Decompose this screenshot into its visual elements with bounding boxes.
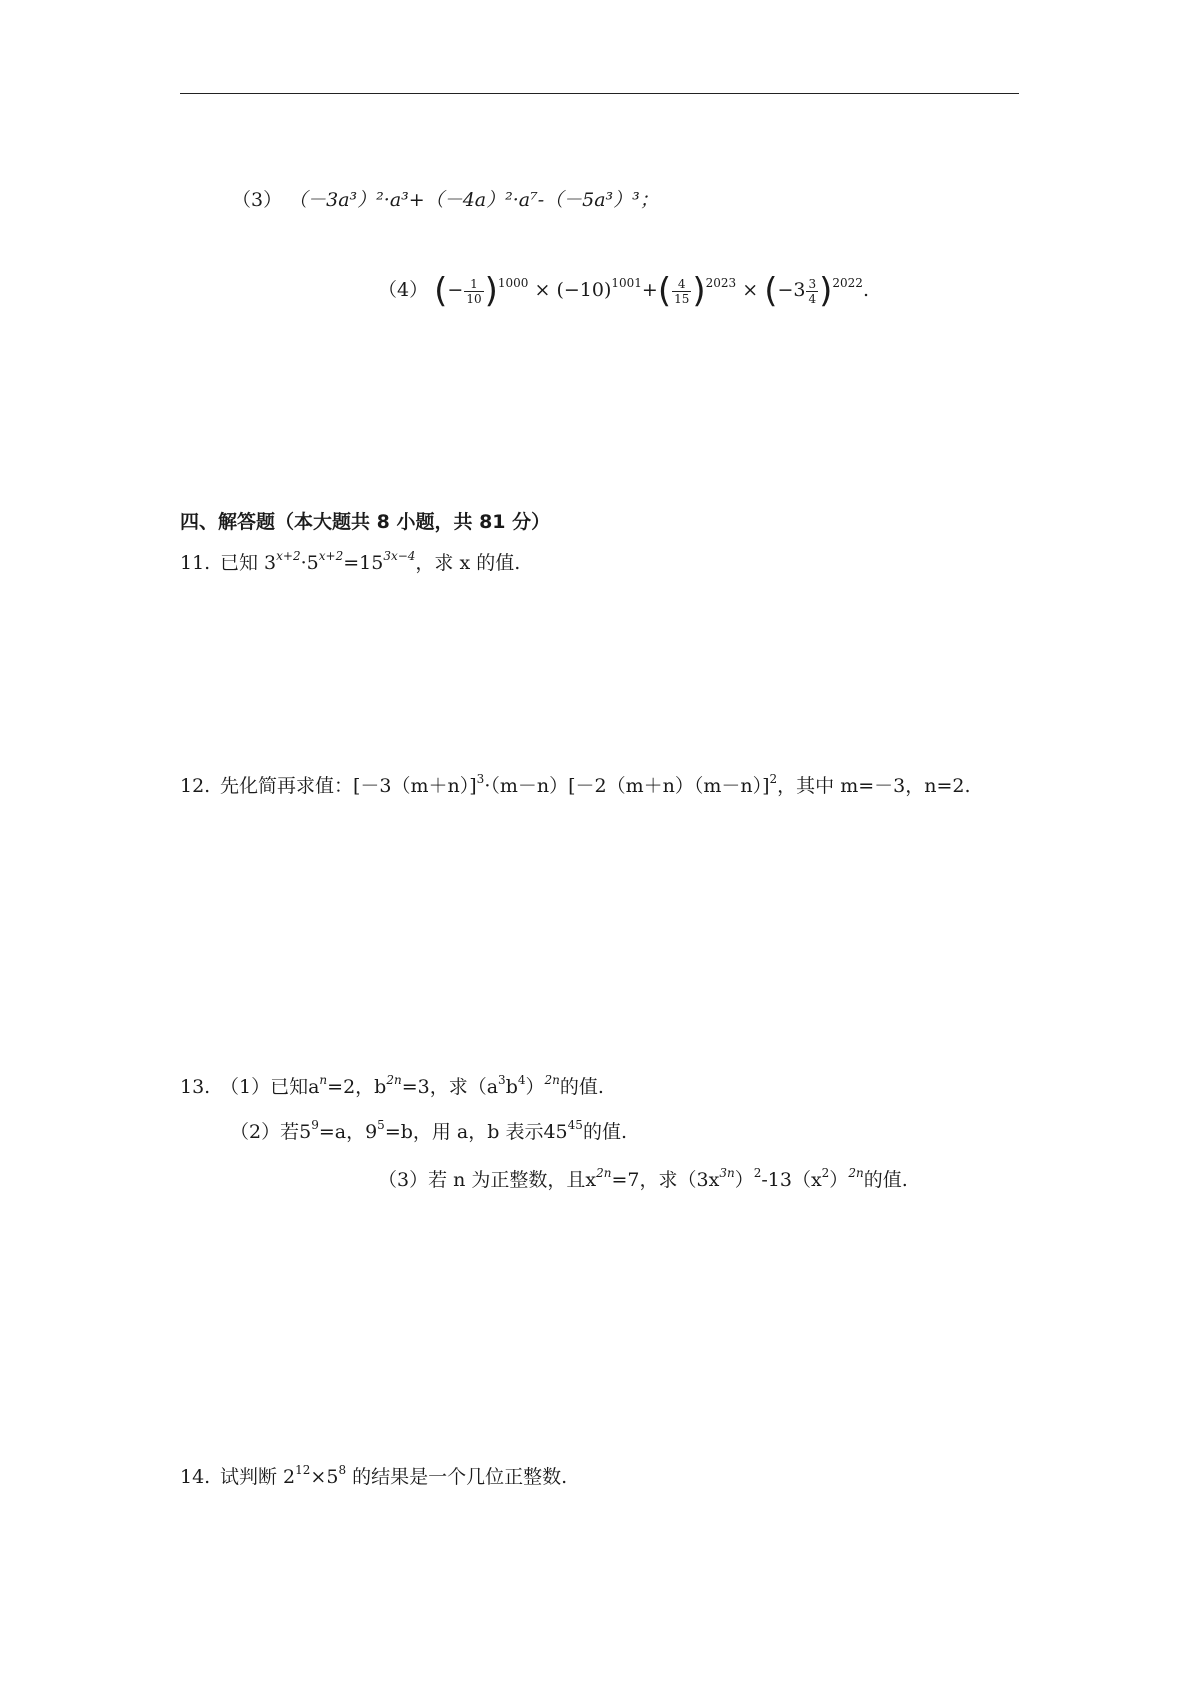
question-text: ·（m－n）[－2（m＋n）（m－n）] [484,775,770,797]
minus-sign: − [777,279,794,301]
question-text: =b，用 a，b 表示45 [384,1121,568,1143]
fraction-numerator: 4 [672,277,691,292]
question-13-part-3 [378,1166,908,1194]
item-3-expression: （－3a³）²·a³+（－4a）²·a⁷-（－5a³）³； [288,189,659,211]
question-text: -13（x [761,1169,822,1191]
exponent: 3x−4 [383,549,416,563]
question-text: 的值. [582,1121,627,1143]
question-12 [180,772,971,800]
question-text: =a，9 [318,1121,378,1143]
exponent: n [319,1073,328,1087]
exponent: x+2 [318,549,344,563]
question-text: ·5 [300,552,319,574]
fraction-numerator: 3 [808,276,817,291]
exponent: 3 [476,772,485,786]
fraction-4-15 [672,277,691,306]
question-text: ×5 [310,1466,339,1488]
item-4-label: （4） [378,279,429,301]
exponent: 2n [596,1166,612,1180]
exponent: 2n [386,1073,402,1087]
paren-close: ) [484,271,498,311]
fraction-numerator: 1 [464,277,483,292]
question-text: 试判断 2 [220,1466,296,1488]
exponent: 3 [498,1073,506,1087]
exponent: 12 [295,1463,311,1477]
question-text: （2）若5 [230,1121,312,1143]
question-text: b [505,1076,518,1098]
exponent: 2 [769,772,778,786]
times-sign: × [742,279,759,301]
exponent: x+2 [276,549,301,563]
question-text: ，求 x 的值. [415,552,521,574]
question-text: =3，求（a [401,1076,499,1098]
paren-close: ) [819,271,833,311]
fraction-denominator: 4 [808,291,817,306]
header-rule [180,93,1019,94]
exponent: 4 [517,1073,526,1087]
question-number: 13. [180,1076,211,1098]
question-text: 的值. [863,1169,908,1191]
paren-close: ) [692,271,706,311]
question-number: 14. [180,1466,211,1488]
item-3 [232,186,659,214]
exponent: 2n [544,1073,560,1087]
question-text: 已知 3 [220,552,277,574]
exponent: 1001 [611,276,642,290]
fraction-denominator: 10 [466,291,482,306]
question-text: 的值. [559,1076,604,1098]
section-title: 四、解答题（本大题共 8 小题，共 81 分） [180,511,551,533]
exponent: 5 [377,1118,385,1132]
exponent: 2 [753,1166,762,1180]
item-4 [378,271,869,311]
base-neg-ten: (−10) [556,279,612,301]
paren-open: ( [764,271,778,311]
question-text: ，其中 m=－3，n=2. [777,775,971,797]
paren-open: ( [434,271,448,311]
question-13-part-2 [230,1118,627,1146]
question-text: 的结果是一个几位正整数. [346,1466,568,1488]
period: . [862,279,869,301]
paren-open: ( [657,271,672,311]
fraction-1-10 [464,277,483,306]
fraction-3-4 [806,277,818,306]
fraction-denominator: 15 [674,291,690,306]
item-3-label: （3） [232,189,283,211]
question-text: ） [734,1169,754,1191]
exponent: 1000 [497,276,529,290]
question-11 [180,549,520,577]
exponent: 3n [719,1166,735,1180]
question-13-part-1 [180,1073,604,1101]
minus-sign: − [447,279,464,301]
exponent: 8 [338,1463,347,1477]
mixed-whole: 3 [793,279,806,301]
exponent: 2 [821,1166,830,1180]
question-number: 11. [180,552,211,574]
question-text: 先化简再求值：[－3（m＋n）] [220,775,477,797]
exponent: 2023 [705,276,737,290]
exponent: 45 [567,1118,583,1132]
exponent: 2n [848,1166,864,1180]
exponent: 9 [311,1118,319,1132]
question-text: （1）已知a [220,1076,320,1098]
question-text: =7，求（3x [611,1169,720,1191]
question-text: ） [829,1169,849,1191]
exponent: 2022 [832,276,863,290]
question-text: =15 [343,552,384,574]
plus-sign: + [641,279,658,301]
times-sign: × [534,279,551,301]
question-text: ） [525,1076,545,1098]
question-number: 12. [180,775,211,797]
question-text: =2，b [327,1076,387,1098]
question-14 [180,1463,567,1491]
question-text: （3）若 n 为正整数，且x [378,1169,597,1191]
